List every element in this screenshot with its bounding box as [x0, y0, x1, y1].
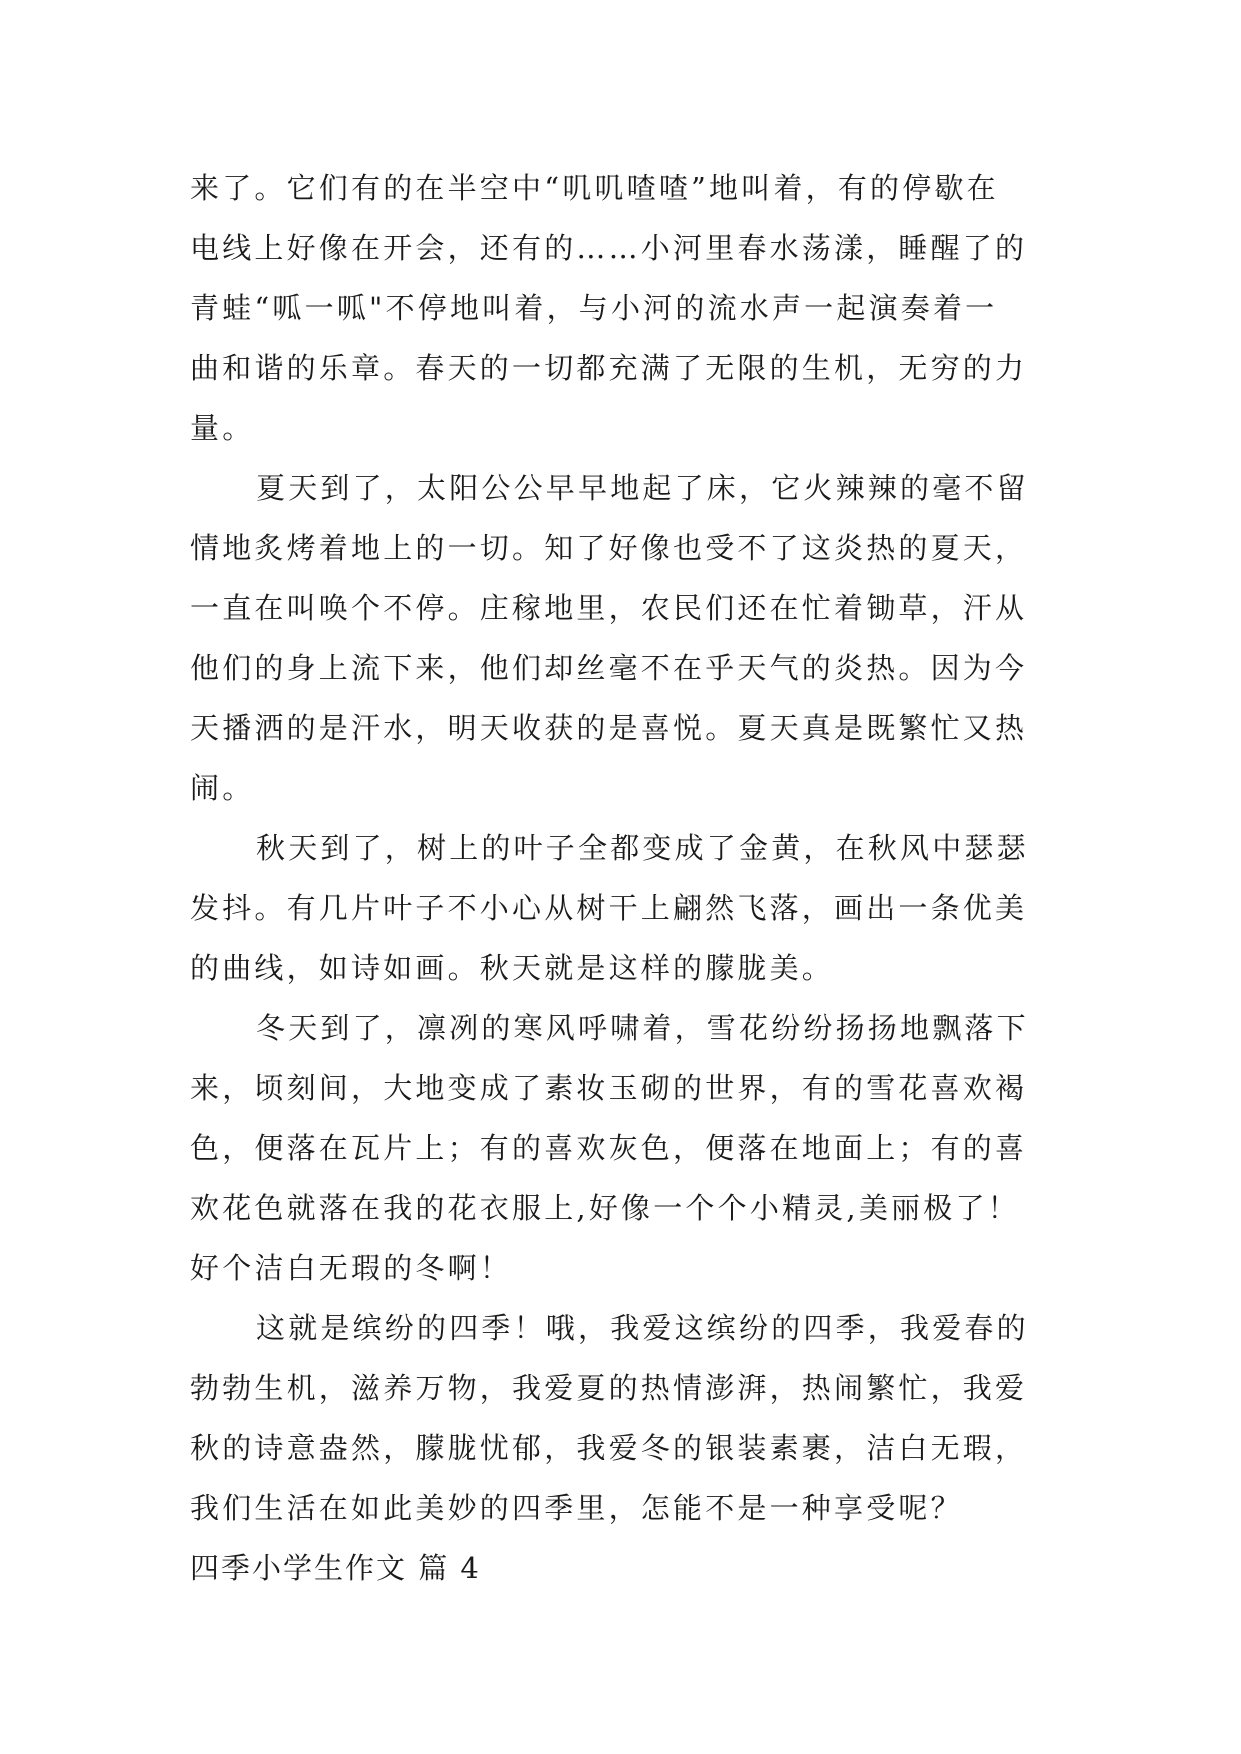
- text-line: 闹。: [190, 771, 255, 805]
- text-line: 情地炙烤着地上的一切。知了好像也受不了这炎热的夏天，: [190, 531, 1028, 565]
- text-line: 天播洒的是汗水，明天收获的是喜悦。夏天真是既繁忙又热: [190, 711, 1028, 745]
- text-line: 曲和谐的乐章。春天的一切都充满了无限的生机，无穷的力: [190, 351, 1028, 385]
- text-line: 一直在叫唤个不停。庄稼地里，农民们还在忙着锄草，汗从: [190, 591, 1028, 625]
- paragraph-winter-start: 冬天到了，凛冽的寒风呼啸着，雪花纷纷扬扬地飘落下: [256, 1011, 1029, 1045]
- text-line: 量。: [190, 411, 255, 445]
- essay-body: [190, 158, 1060, 1598]
- section-heading: 四季小学生作文 篇 4: [190, 1551, 481, 1585]
- text-line: 勃勃生机，滋养万物，我爱夏的热情澎湃，热闹繁忙，我爱: [190, 1371, 1028, 1405]
- paragraph-summer-start: 夏天到了，太阳公公早早地起了床，它火辣辣的毫不留: [256, 471, 1029, 505]
- text-line: 欢花色就落在我的花衣服上,好像一个个小精灵,美丽极了！: [190, 1191, 1020, 1225]
- text-line: 他们的身上流下来，他们却丝毫不在乎天气的炎热。因为今: [190, 651, 1028, 685]
- text-line: 色，便落在瓦片上；有的喜欢灰色，便落在地面上；有的喜: [190, 1131, 1028, 1165]
- text-line: 的曲线，如诗如画。秋天就是这样的朦胧美。: [190, 951, 835, 985]
- text-line: 电线上好像在开会，还有的……小河里春水荡漾，睡醒了的: [190, 231, 1028, 265]
- paragraph-conclusion-start: 这就是缤纷的四季！哦，我爱这缤纷的四季，我爱春的: [256, 1311, 1029, 1345]
- text-line: 来，顷刻间，大地变成了素妆玉砌的世界，有的雪花喜欢褐: [190, 1071, 1028, 1105]
- text-line: 发抖。有几片叶子不小心从树干上翩然飞落，画出一条优美: [190, 891, 1028, 925]
- text-line: 秋的诗意盎然，朦胧忧郁，我爱冬的银装素裹，洁白无瑕，: [190, 1431, 1028, 1465]
- text-line: 来了。它们有的在半空中“叽叽喳喳”地叫着，有的停歇在: [190, 171, 999, 205]
- text-line: 青蛙“呱一呱"不停地叫着，与小河的流水声一起演奏着一: [190, 291, 998, 325]
- text-line: 我们生活在如此美妙的四季里，怎能不是一种享受呢？: [190, 1491, 963, 1525]
- text-line: 好个洁白无瑕的冬啊！: [190, 1251, 513, 1285]
- paragraph-autumn-start: 秋天到了，树上的叶子全都变成了金黄，在秋风中瑟瑟: [256, 831, 1029, 865]
